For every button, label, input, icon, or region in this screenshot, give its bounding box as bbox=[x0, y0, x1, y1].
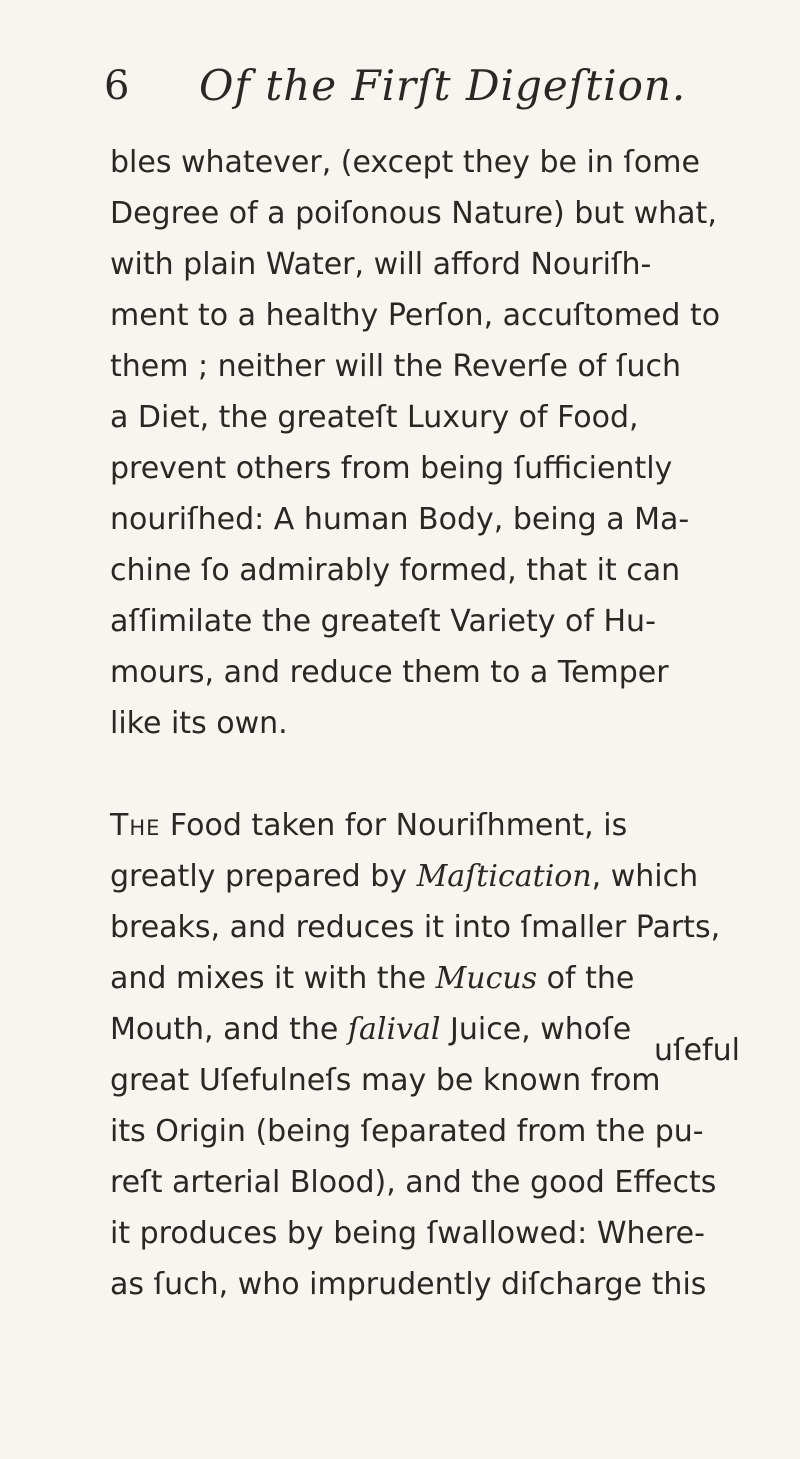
paragraph-lead-word: The bbox=[110, 808, 161, 843]
italic-term: ſalival bbox=[347, 1012, 441, 1047]
text-run: Mouth, and the bbox=[110, 1012, 348, 1047]
text-run: Juice, whoſe bbox=[440, 1012, 632, 1047]
text-line: them ; neither will the Reverſe of ſuch bbox=[110, 349, 681, 384]
text-line: prevent others from being ſufficiently bbox=[110, 451, 673, 486]
text-line: Degree of a poiſonous Nature) but what, bbox=[110, 196, 717, 231]
text-line: aſſimilate the greateſt Variety of Hu- bbox=[110, 604, 656, 639]
italic-term: Maſtication bbox=[416, 859, 592, 894]
running-title: Of the Firſt Digeſtion. bbox=[199, 61, 687, 110]
text-line: as ſuch, who imprudently diſcharge this bbox=[110, 1267, 707, 1302]
text-line bbox=[110, 851, 750, 902]
page-number: 6 bbox=[104, 63, 130, 109]
text-line: its Origin (being ſeparated from the pu- bbox=[110, 1114, 704, 1149]
text-line: a Diet, the greateſt Luxury of Food, bbox=[110, 400, 639, 435]
text-line: chine ſo admirably formed, that it can bbox=[110, 553, 681, 588]
text-run: and mixes it with the bbox=[110, 961, 436, 996]
catchword: uſeful bbox=[654, 1033, 740, 1068]
italic-term: Mucus bbox=[435, 961, 538, 996]
text-line bbox=[110, 800, 750, 851]
paragraph-1 bbox=[110, 137, 750, 749]
text-line: nouriſhed: A human Body, being a Ma- bbox=[110, 502, 690, 537]
text-line: ment to a healthy Perſon, accuſtomed to bbox=[110, 298, 721, 333]
text-line: reſt arterial Blood), and the good Effects bbox=[110, 1165, 717, 1200]
text-run: , which bbox=[591, 859, 699, 894]
text-line: breaks, and reduces it into ſmaller Parts, bbox=[110, 910, 721, 945]
text-line: like its own. bbox=[110, 706, 288, 741]
text-line: bles whatever, (except they be in ſome bbox=[110, 145, 700, 180]
text-run: of the bbox=[537, 961, 635, 996]
body-text bbox=[110, 137, 750, 1310]
text-line: it produces by being ſwallowed: Where- bbox=[110, 1216, 705, 1251]
text-run: Food taken for Nouriſhment, is bbox=[160, 808, 628, 843]
text-line: mours, and reduce them to a Temper bbox=[110, 655, 669, 690]
paragraph-gap bbox=[110, 749, 750, 800]
text-line: with plain Water, will afford Nouriſh- bbox=[110, 247, 652, 282]
page-header bbox=[104, 62, 744, 122]
text-run: greatly prepared by bbox=[110, 859, 417, 894]
text-line bbox=[110, 953, 750, 1004]
text-line: great Uſefulneſs may be known from bbox=[110, 1063, 661, 1098]
